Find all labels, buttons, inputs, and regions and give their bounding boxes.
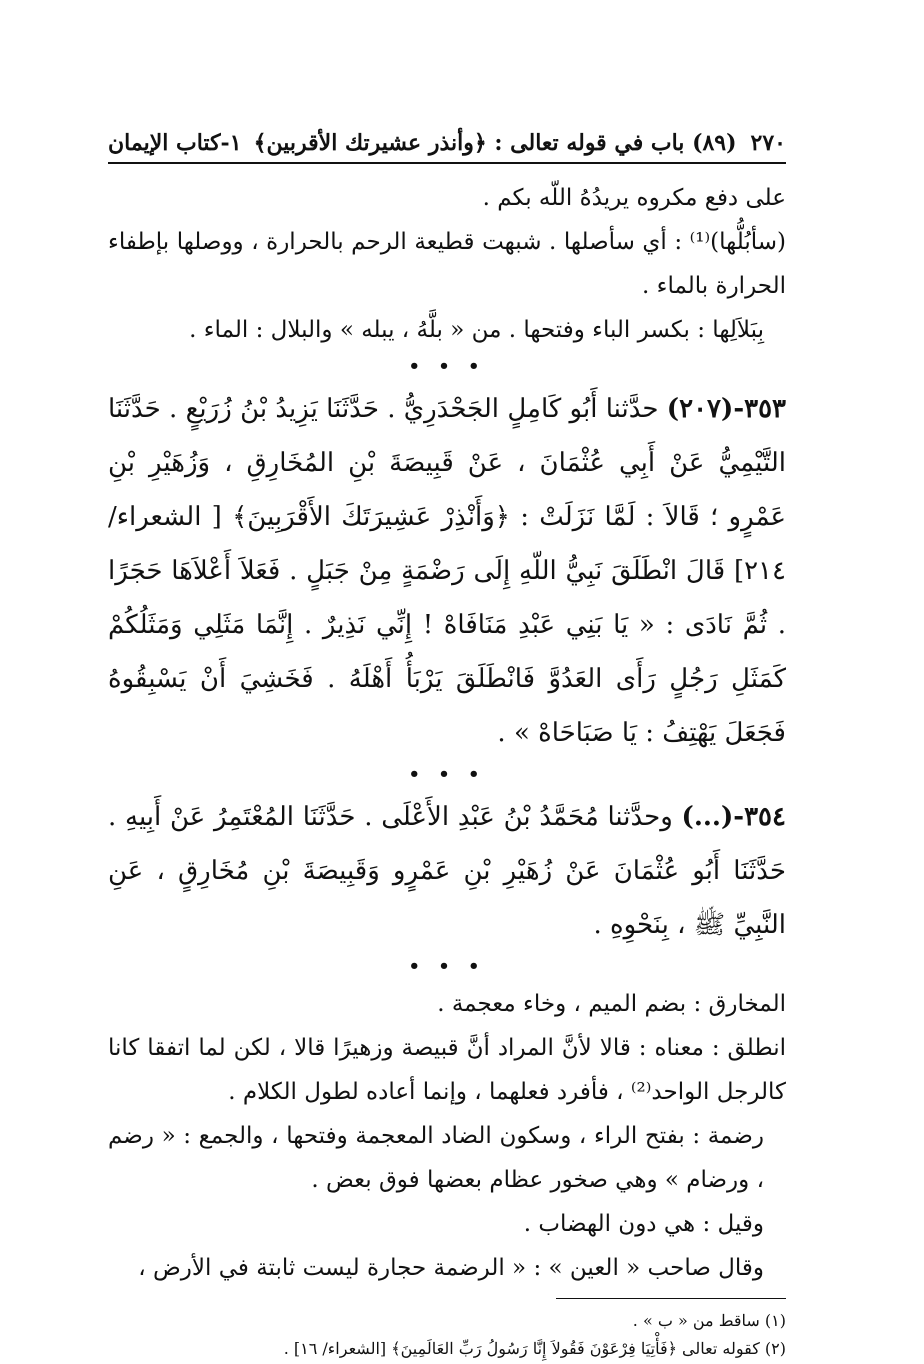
note-line: على دفع مكروه يريدُهُ اللّه بكم .: [482, 185, 786, 211]
hadith-354: [108, 790, 786, 952]
note-line: بِبَلاَلِها : بكسر الباء وفتحها . من « بلَّهُ ، يبله » والبلال : الماء .: [189, 317, 764, 343]
bottom-notes: [108, 982, 786, 1290]
separator: • • •: [408, 956, 486, 977]
footnote: (١) ساقط من « ب » .: [632, 1311, 786, 1330]
separator: • • •: [408, 764, 486, 785]
hadith-number: ٣٥٤-(...): [681, 802, 786, 832]
page-number: ٢٧٠: [750, 130, 786, 156]
note-line: (سأبُلُّها)⁽¹⁾ : أي سأصلها . شبهت قطيعة الرحم بالحرارة ، ووصلها بإطفاء الحرارة بالماء .: [108, 229, 786, 299]
running-header: [108, 126, 786, 164]
book-title: ١-كتاب الإيمان: [108, 130, 242, 156]
top-notes: [108, 176, 786, 352]
note-line: المخارق : بضم الميم ، وخاء معجمة .: [437, 991, 786, 1017]
separator: • • •: [408, 356, 486, 377]
footnote: (٢) كقوله تعالى ﴿فَأْتِيَا فِرْعَوْنَ فَقُولاَ إِنَّا رَسُولُ رَبِّ العَالَمِينَ﴾ [الشعراء/ ١٦] .: [283, 1339, 786, 1358]
hadith-text: حدَّثنا أَبُو كَامِلٍ الجَحْدَرِيُّ . حَدَّثَنَا يَزِيدُ بْنُ زُرَيْعٍ . حَدَّثَنَا التَّيْمِيُّ عَنْ أَبِي عُثْمَانَ ، عَنْ قَبِيصَةَ بْنِ المُخَارِقِ ، وَزُهَيْرِ بْنِ عَمْرٍو ؛ قَالاَ : لَمَّا نَزَلَتْ : ﴿وَأَنْذِرْ عَشِيرَتَكَ الأَقْرَبِينَ﴾ [ الشعراء/ ٢١٤] قَالَ انْطَلَقَ نَبِيُّ اللّهِ إِلَى رَضْمَةٍ مِنْ جَبَلٍ . فَعَلاَ أَعْلاَهَا حَجَرًا . ثُمَّ نَادَى : « يَا بَنِي عَبْدِ مَنَافَاهْ ! إِنِّي نَذِيرٌ . إِنَّمَا مَثَلِي وَمَثَلُكُمْ كَمَثَلِ رَجُلٍ رَأَى العَدُوَّ فَانْطَلَقَ يَرْبَأُ أَهْلَهُ . فَخَشِيَ أَنْ يَسْبِقُوهُ فَجَعَلَ يَهْتِفُ : يَا صَبَاحَاهْ » .: [108, 394, 786, 748]
hadith-353: [108, 382, 786, 760]
chapter-title: (٨٩) باب في قوله تعالى : ﴿وأنذر عشيرتك الأقربين﴾: [253, 130, 737, 156]
hadith-number: ٣٥٣-(٢٠٧): [666, 394, 787, 424]
hadith-text: وحدَّثنا مُحَمَّدُ بْنُ عَبْدِ الأَعْلَى . حَدَّثَنَا المُعْتَمِرُ عَنْ أَبِيهِ . حَدَّثَنَا أَبُو عُثْمَانَ عَنْ زُهَيْرِ بْنِ عَمْرٍو وَقَبِيصَةَ بْنِ مُخَارِقٍ ، عَنِ النَّبِيِّ ﷺ ، بِنَحْوِهِ .: [108, 802, 786, 940]
note-line: وقيل : هي دون الهضاب .: [523, 1211, 764, 1237]
note-line: وقال صاحب « العين » : « الرضمة حجارة ليست ثابتة في الأرض ،: [138, 1255, 764, 1281]
footnotes: [108, 1307, 786, 1363]
header-right-group: [254, 126, 786, 160]
note-line: رضمة : بفتح الراء ، وسكون الضاد المعجمة وفتحها ، والجمع : « رضم ، ورضام » وهي صخور عظام بعضها فوق بعض .: [108, 1123, 764, 1193]
note-line: انطلق : معناه : قالا لأنَّ المراد أنَّ قبيصة وزهيرًا قالا ، لكن لما اتفقا كانا كالرجل الواحد⁽²⁾ ، فأفرد فعلهما ، وإنما أعاده لطول الكلام .: [108, 1035, 786, 1105]
footnote-divider: [556, 1298, 786, 1299]
book-page: [108, 126, 786, 1363]
